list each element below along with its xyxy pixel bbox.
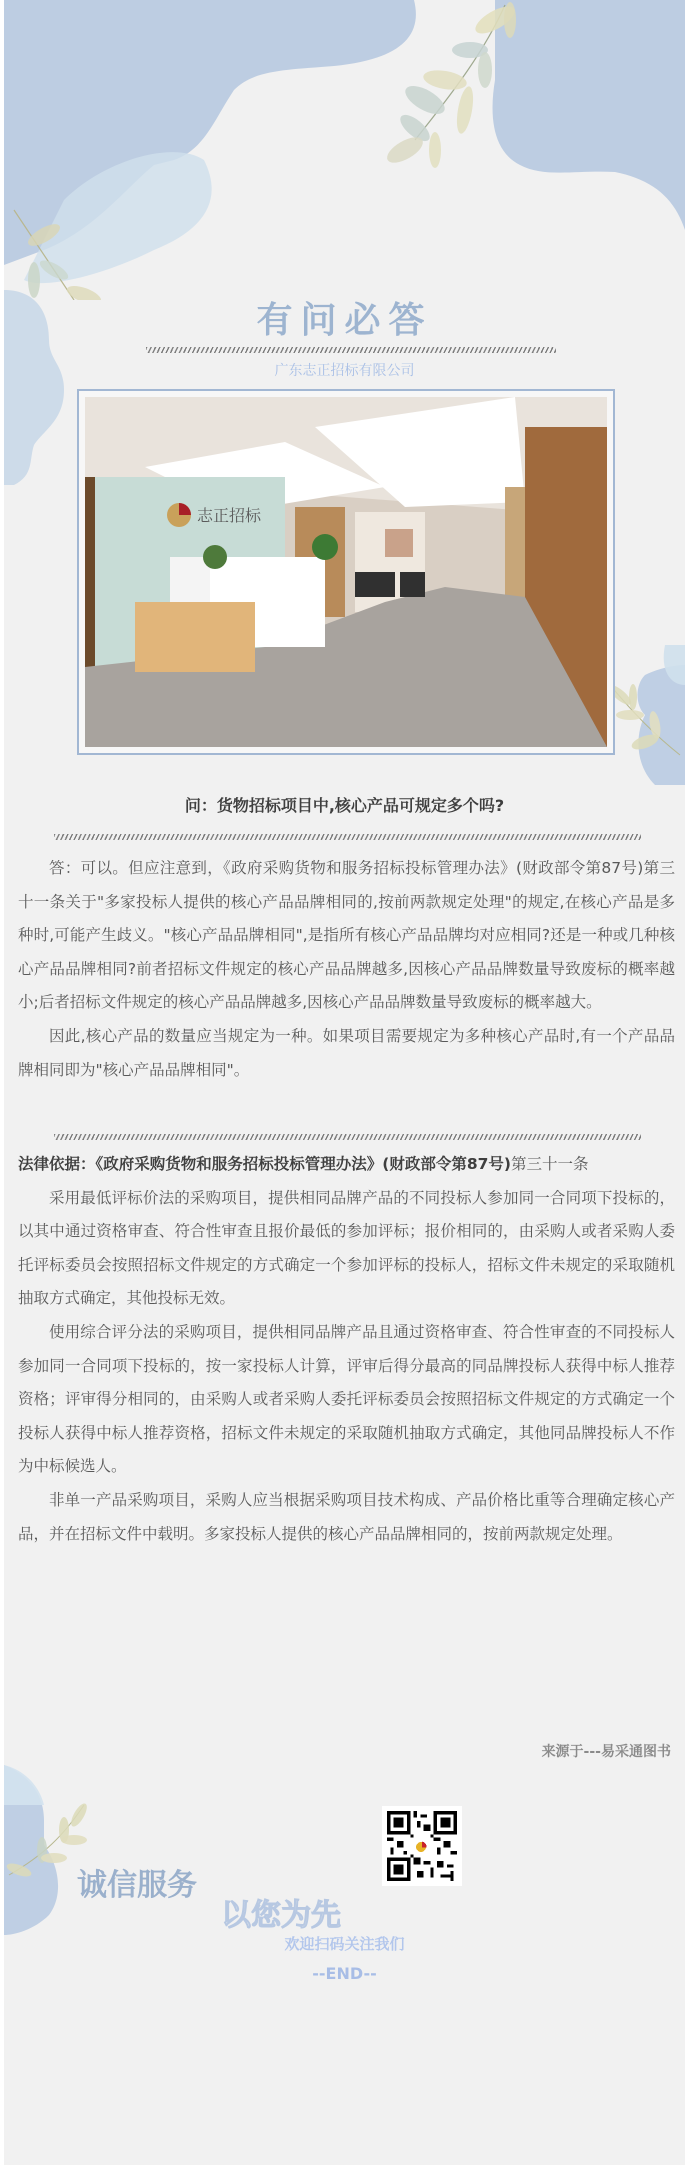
- watercolor-splash-right-mid-icon: [605, 645, 685, 785]
- law-paragraph: 使用综合评分法的采购项目，提供相同品牌产品且通过资格审查、符合性审查的不同投标人参加同一合同项下投标的，按一家投标人计算，评审后得分最高的同品牌投标人获得中标人推荐资格；评审得分相同的，由采购人或者采购人委托评标委员会按照招标文件规定的方式确定一个投标人获得中标人推荐资格，招标文件未规定的采取随机抽取方式确定，其他同品牌投标人不作为中标候选人。: [18, 1322, 675, 1476]
- question-divider: [54, 834, 641, 840]
- law-heading: [18, 1148, 675, 1182]
- law-article: 第三十一条: [511, 1155, 589, 1173]
- law-paragraph: 非单一产品采购项目，采购人应当根据采购项目技术构成、产品价格比重等合理确定核心产品，并在招标文件中载明。多家投标人提供的核心产品品牌相同的，按前两款规定处理。: [18, 1490, 675, 1543]
- answer-section: [18, 852, 675, 1087]
- end-marker: --END--: [312, 1964, 377, 1983]
- law-divider: [54, 1134, 641, 1140]
- slogan-main: 诚信服务: [77, 1868, 197, 1903]
- company-name: 广东志正招标有限公司: [274, 363, 415, 379]
- office-photo-frame: [77, 389, 615, 755]
- question-heading: 问：货物招标项目中,核心产品可规定多个吗?: [184, 796, 505, 815]
- source-credit: 来源于---易采通图书: [541, 1744, 671, 1760]
- svg-text:志正招标: 志正招标: [197, 506, 262, 525]
- watercolor-splash-top-right-icon: [355, 0, 685, 240]
- title-divider: [146, 347, 556, 353]
- watercolor-splash-top-left-icon: [4, 0, 424, 300]
- law-title: 法律依据：《政府采购货物和服务招标投标管理办法》(财政部令第87号): [18, 1155, 511, 1173]
- answer-paragraph: 答：可以。但应注意到，《政府采购货物和服务招标投标管理办法》(财政部令第87号)第三十一条关于"多家投标人提供的核心产品品牌相同的,按前两款规定处理"的规定,在核心产品是多种时,可能产生歧义。"核心产品品牌相同",是指所有核心产品品牌均对应相同?还是一种或几种核心产品品牌相同?前者招标文件规定的核心产品品牌越多,因核心产品品牌数量导致废标的概率越小;后者招标文件规定的核心产品品牌越多,因核心产品品牌数量导致废标的概率越大。: [18, 859, 675, 1012]
- law-paragraph: 采用最低评标价法的采购项目，提供相同品牌产品的不同投标人参加同一合同项下投标的，以其中通过资格审查、符合性审查且报价最低的参加评标；报价相同的，由采购人或者采购人委托评标委员会按照招标文件规定的方式确定一个参加评标的投标人，招标文件未规定的采取随机抽取方式确定，其他投标无效。: [18, 1188, 675, 1308]
- follow-prompt: 欢迎扫码关注我们: [284, 1935, 405, 1953]
- qr-code[interactable]: [382, 1806, 462, 1886]
- slogan-outline: 以您为先: [221, 1898, 341, 1933]
- answer-paragraph: 因此,核心产品的数量应当规定为一种。如果项目需要规定为多种核心产品时,有一个产品品牌相同即为"核心产品品牌相同"。: [18, 1026, 675, 1079]
- article-page: [4, 0, 685, 2165]
- office-photo: [85, 397, 607, 747]
- company-sign: [167, 503, 262, 527]
- page-title: 有问必答: [256, 300, 433, 341]
- watercolor-splash-bottom-left-icon: [4, 1765, 94, 1935]
- qr-code-icon: [387, 1811, 457, 1881]
- office-lobby-illustration-icon: [85, 397, 607, 747]
- law-section: [18, 1148, 675, 1551]
